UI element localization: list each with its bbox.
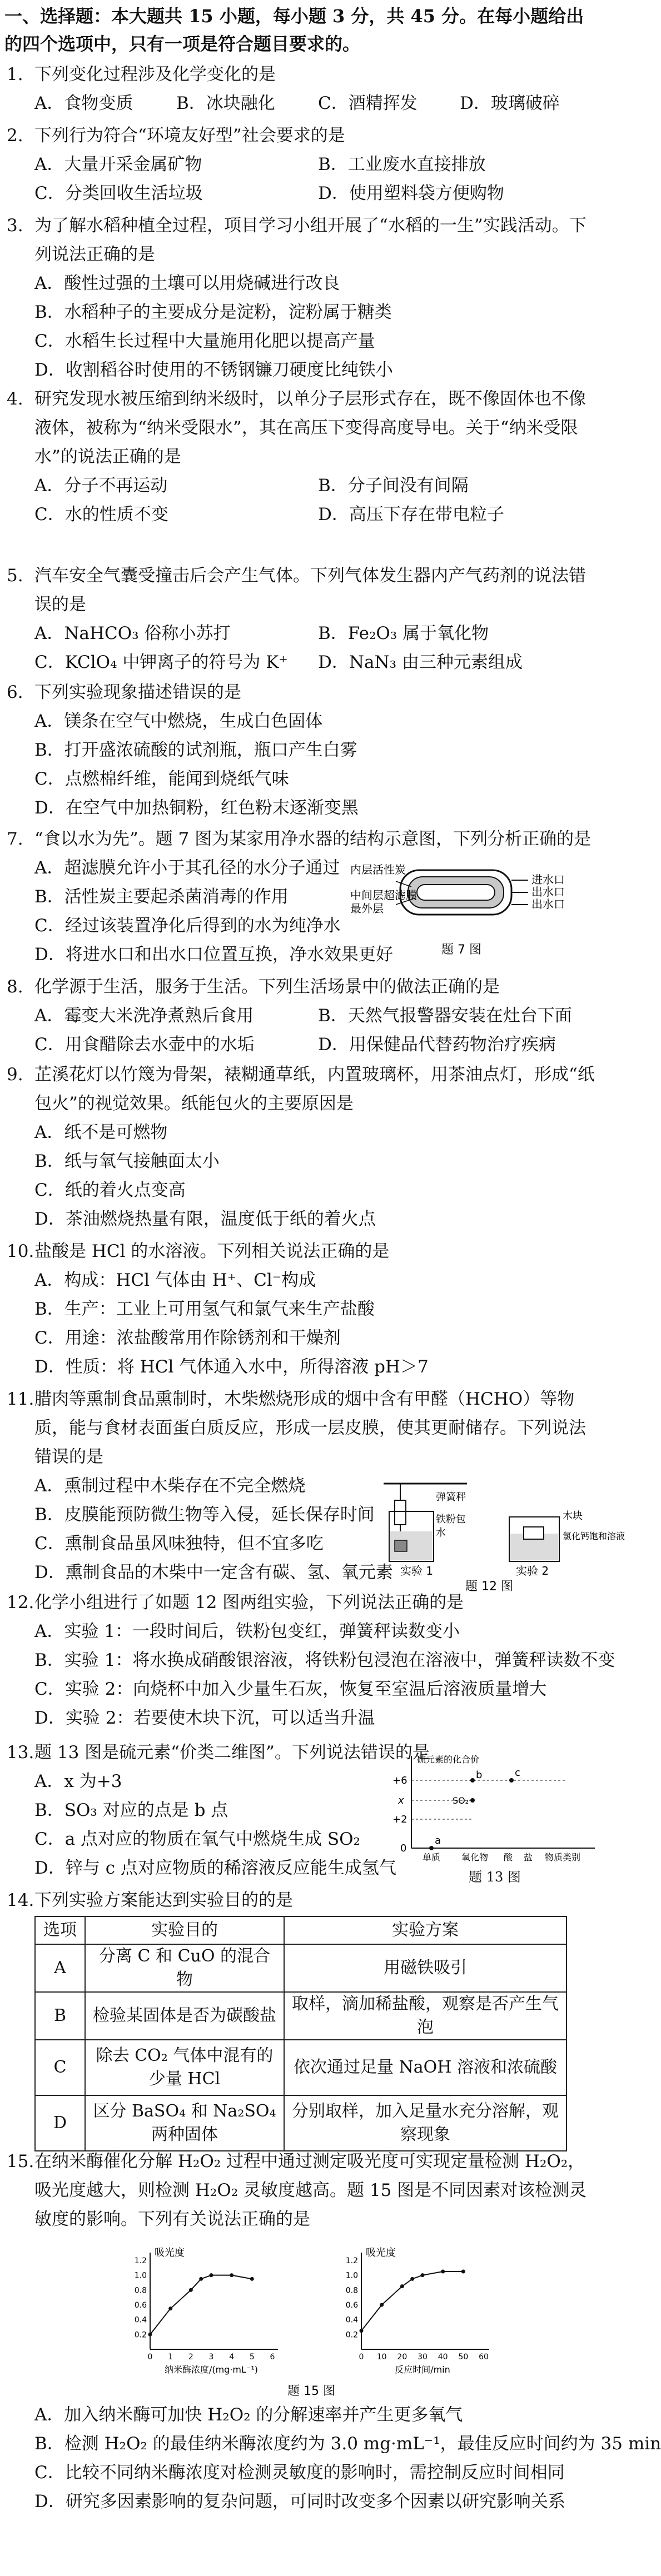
table-header: 实验方案 — [284, 1916, 566, 1944]
option-b[interactable]: B．工业废水直接排放 — [318, 154, 486, 174]
option-a[interactable]: A．霉变大米洗净煮熟后食用 — [34, 1006, 254, 1026]
label-wood-block: 木块 — [563, 1510, 583, 1522]
option-a[interactable]: A．酸性过强的土壤可以用烧碱进行改良 — [34, 273, 340, 293]
option-a[interactable]: A．NaHCO₃ 俗称小苏打 — [34, 623, 231, 643]
x-tick-label: 0 — [359, 2353, 364, 2362]
y-axis-label: 硫元素的化合价 — [417, 1754, 480, 1765]
option-b[interactable]: B．Fe₂O₃ 属于氧化物 — [318, 623, 489, 643]
option-d[interactable]: D．将进水口和出水口位置互换，净水效果更好 — [34, 945, 393, 965]
option-d[interactable]: D．用保健品代替药物治疗疾病 — [318, 1035, 556, 1055]
x-category: 单质 — [423, 1852, 441, 1863]
point-label-so2: SO₂ — [453, 1795, 469, 1806]
point-b — [470, 1778, 475, 1783]
option-d[interactable]: D．研究多因素影响的复杂问题，可同时改变多个因素以研究影响关系 — [34, 2492, 565, 2512]
point-label-b: b — [476, 1769, 483, 1781]
option-a[interactable]: A．镁条在空气中燃烧，生成白色固体 — [34, 711, 323, 731]
option-d[interactable]: D．NaN₃ 由三种元素组成 — [318, 652, 523, 672]
table-cell: C — [35, 2040, 85, 2095]
x-tick-label: 10 — [376, 2353, 387, 2362]
series-line — [150, 2275, 252, 2335]
x-axis-label: 物质类别 — [545, 1852, 581, 1863]
question-number: 12. — [7, 1592, 34, 1613]
option-c[interactable]: C．比较不同纳米酶浓度对检测灵敏度的影响时，需控制反应时间相同 — [34, 2463, 565, 2483]
y-axis-label: 吸光度 — [155, 2247, 185, 2259]
option-b[interactable]: B．生产：工业上可用氢气和氯气来生产盐酸 — [34, 1299, 375, 1319]
experiment-table — [34, 1916, 567, 2151]
x-tick-label: 20 — [397, 2353, 407, 2362]
option-a[interactable]: A．食物变质 — [34, 93, 133, 113]
table-cell: 检验某固体是否为碳酸盐 — [85, 1992, 284, 2040]
valence-class-chart — [384, 1750, 600, 1867]
option-d[interactable]: D．茶油燃烧热量有限，温度低于纸的着火点 — [34, 1209, 376, 1229]
x-tick-label: 30 — [418, 2353, 428, 2362]
x-tick-label: 60 — [479, 2353, 489, 2362]
y-tick-label: 1.2 — [345, 2257, 358, 2265]
question-number: 1. — [7, 64, 23, 84]
table-cell: B — [35, 1992, 85, 2040]
question-5 — [0, 561, 600, 677]
data-point — [148, 2333, 152, 2337]
option-d[interactable]: D．实验 2：若要使木块下沉，可以适当升温 — [34, 1708, 375, 1728]
x-tick-label: 1 — [168, 2353, 173, 2362]
label-water: 水 — [436, 1527, 446, 1539]
point-c — [509, 1778, 514, 1783]
x-axis-label: 反应时间/min — [395, 2364, 450, 2375]
question-number: 8. — [7, 977, 23, 997]
option-c[interactable]: C．熏制食品虽风味独特，但不宜多吃 — [34, 1534, 324, 1554]
x-tick-label: 2 — [188, 2353, 193, 2362]
question-9 — [0, 1060, 600, 1234]
table-row — [35, 1944, 566, 1992]
option-d[interactable]: D．使用塑料袋方便购物 — [318, 183, 504, 203]
point-a — [429, 1846, 434, 1850]
data-point — [199, 2277, 203, 2281]
question-stem: 化学源于生活，服务于生活。下列生活场景中的做法正确的是 — [34, 977, 500, 997]
option-c[interactable]: C．a 点对应的物质在氧气中燃烧生成 SO₂ — [34, 1829, 360, 1849]
y-tick: +6 — [392, 1775, 407, 1786]
question-4 — [0, 385, 600, 529]
option-c[interactable]: C．实验 2：向烧杯中加入少量生石灰，恢复至室温后溶液质量增大 — [34, 1679, 547, 1699]
question-number: 10. — [7, 1241, 34, 1261]
option-c[interactable]: C．点燃棉纤维，能闻到烧纸气味 — [34, 769, 289, 789]
option-c[interactable]: C．分类回收生活垃圾 — [34, 183, 203, 203]
option-a[interactable]: A．实验 1：一段时间后，铁粉包变红，弹簧秤读数变小 — [34, 1621, 460, 1641]
x-axis-label: 纳米酶浓度/(mg·mL⁻¹) — [164, 2364, 259, 2375]
figure-7-water-purifier — [350, 853, 595, 965]
question-1 — [0, 60, 600, 118]
question-12 — [0, 1588, 615, 1733]
option-b[interactable]: B．皮膜能预防微生物等入侵，延长保存时间 — [34, 1505, 375, 1525]
y-tick-label: 0.6 — [134, 2301, 147, 2310]
data-point — [189, 2288, 193, 2292]
table-cell: 分别取样，加入足量水充分溶解，观察现象 — [284, 2095, 566, 2151]
x-category: 盐 — [524, 1852, 533, 1863]
question-stem: 芷溪花灯以竹篾为骨架，裱糊通草纸，内置玻璃杯，用茶油点灯，形成“纸包火”的视觉效果。纸能包火的主要原因是 — [34, 1065, 595, 1114]
question-stem: 研究发现水被压缩到纳米级时，以单分子层形式存在，既不像固体也不像液体，被称为“纳米受限水”，其在高压下变得高度导电。关于“纳米受限水”的说法正确的是 — [34, 389, 586, 467]
question-stem: 化学小组进行了如题 12 图两组实验，下列说法正确的是 — [34, 1592, 464, 1613]
option-b[interactable]: B．分子间没有间隔 — [318, 476, 469, 496]
y-tick-label: 0.4 — [134, 2315, 147, 2325]
option-c[interactable]: C．纸的着火点变高 — [34, 1180, 186, 1200]
option-c[interactable]: C．用途：浓盐酸常用作除锈剂和干燥剂 — [34, 1328, 341, 1348]
point-label-c: c — [515, 1767, 520, 1779]
question-stem: 下列变化过程涉及化学变化的是 — [34, 64, 276, 84]
table-cell: 依次通过足量 NaOH 溶液和浓硫酸 — [284, 2040, 566, 2095]
option-b[interactable]: B．检测 H₂O₂ 的最佳纳米酶浓度约为 3.0 mg·mL⁻¹，最佳反应时间约为 35 min — [34, 2434, 661, 2454]
option-d[interactable]: D．收割稻谷时使用的不锈钢镰刀硬度比纯铁小 — [34, 360, 393, 380]
question-stem: 在纳米酶催化分解 H₂O₂ 过程中通过测定吸光度可实现定量检测 H₂O₂，吸光度越大，则检测 H₂O₂ 灵敏度越高。题 15 图是不同因素对该检测灵敏度的影响。下列有关说法正确的是 — [34, 2151, 587, 2229]
label-spring-scale: 弹簧秤 — [436, 1491, 466, 1503]
table-cell: 区分 BaSO₄ 和 Na₂SO₄ 两种固体 — [85, 2095, 284, 2151]
y-tick-label: 0.4 — [345, 2315, 358, 2325]
option-b[interactable]: B．水稻种子的主要成分是淀粉，淀粉属于糖类 — [34, 302, 392, 322]
option-a[interactable]: A．大量开采金属矿物 — [34, 154, 202, 174]
question-number: 15. — [7, 2151, 34, 2171]
y-axis-label: 吸光度 — [366, 2247, 396, 2259]
point-so2 — [470, 1798, 475, 1803]
option-d[interactable]: D．性质：将 HCl 气体通入水中，所得溶液 pH＞7 — [34, 1357, 429, 1377]
table-cell: A — [35, 1944, 85, 1992]
figure-caption: 题 7 图 — [441, 943, 481, 957]
y-tick-label: 0.8 — [134, 2286, 147, 2295]
x-tick-label: 40 — [438, 2353, 448, 2362]
figure-caption: 题 13 图 — [469, 1869, 521, 1885]
data-point — [230, 2273, 233, 2277]
y-tick-label: 1.0 — [134, 2271, 147, 2280]
experiment-diagram — [378, 1478, 625, 1595]
data-point — [400, 2284, 404, 2288]
table-cell: 用磁铁吸引 — [284, 1944, 566, 1992]
option-a[interactable]: A．x 为+3 — [34, 1771, 122, 1791]
option-d[interactable]: D．锌与 c 点对应物质的稀溶液反应能生成氢气 — [34, 1858, 396, 1878]
y-tick-label: 1.2 — [134, 2257, 147, 2265]
y-tick: +2 — [392, 1814, 407, 1825]
question-stem: 腊肉等熏制食品熏制时，木柴燃烧形成的烟中含有甲醛（HCHO）等物质，能与食材表面蛋白质反应，形成一层皮膜，使其更耐储存。下列说法错误的是 — [34, 1389, 586, 1467]
option-b[interactable]: B．打开盛浓硫酸的试剂瓶，瓶口产生白雾 — [34, 740, 357, 760]
option-c[interactable]: C．酒精挥发 — [318, 93, 418, 113]
question-stem: “食以水为先”。题 7 图为某家用净水器的结构示意图，下列分析正确的是 — [34, 829, 592, 849]
option-a[interactable]: A．分子不再运动 — [34, 476, 168, 496]
option-c[interactable]: C．水稻生长过程中大量施用化肥以提高产量 — [34, 331, 375, 351]
y-tick-label: 0.6 — [345, 2301, 358, 2310]
table-row — [35, 2040, 566, 2095]
option-d[interactable]: D．在空气中加热铜粉，红色粉末逐渐变黑 — [34, 798, 359, 818]
question-number: 9. — [7, 1065, 23, 1085]
y-tick-label: 0.8 — [345, 2286, 358, 2295]
option-b[interactable]: B．天然气报警器安装在灶台下面 — [318, 1006, 572, 1026]
label-inner-carbon: 内层活性炭 — [350, 863, 406, 876]
option-c[interactable]: C．KClO₄ 中钾离子的符号为 K⁺ — [34, 652, 288, 672]
question-number: 13. — [7, 1743, 34, 1763]
option-c[interactable]: C．经过该装置净化后得到的水为纯净水 — [34, 916, 341, 936]
point-label-a: a — [435, 1835, 441, 1846]
option-d[interactable]: D．玻璃破碎 — [460, 93, 560, 113]
question-stem: 下列实验现象描述错误的是 — [34, 682, 241, 702]
purifier-diagram — [350, 853, 595, 965]
data-point — [441, 2270, 445, 2274]
label-iron-bag: 铁粉包 — [436, 1514, 466, 1525]
question-number: 3. — [7, 216, 23, 236]
figure-caption: 题 15 图 — [287, 2384, 335, 2398]
option-a[interactable]: A．加入纳米酶可加快 H₂O₂ 的分解速率并产生更多氧气 — [34, 2405, 463, 2425]
option-b[interactable]: B．冰块融化 — [176, 93, 275, 113]
question-number: 5. — [7, 566, 23, 586]
question-6 — [0, 678, 600, 822]
question-number: 2. — [7, 126, 23, 146]
option-b[interactable]: B．活性炭主要起杀菌消毒的作用 — [34, 887, 289, 907]
y-tick-label: 0.2 — [134, 2330, 147, 2340]
question-stem: 题 13 图是硫元素“价类二维图”。下列说法错误的是 — [34, 1743, 430, 1763]
x-tick-label: 50 — [458, 2353, 469, 2362]
label-outlet-2: 出水口 — [531, 897, 565, 911]
option-d[interactable]: D．高压下存在带电粒子 — [318, 505, 504, 525]
section-header: 一、选择题：本大题共 15 小题，每小题 3 分，共 45 分。在每小题给出的四个选项中，只有一项是符合题目要求的。 — [4, 6, 584, 54]
data-point — [210, 2273, 213, 2277]
table-header: 选项 — [35, 1916, 85, 1944]
label-outer-layer: 最外层 — [350, 902, 384, 915]
label-exp-1: 实验 1 — [400, 1564, 434, 1577]
option-d[interactable]: D．熏制食品的木柴中一定含有碳、氢、氧元素 — [34, 1562, 393, 1582]
data-point — [168, 2307, 172, 2310]
option-b[interactable]: B．纸与氧气接触面太小 — [34, 1151, 220, 1171]
table-cell: D — [35, 2095, 85, 2151]
option-a[interactable]: A．纸不是可燃物 — [34, 1122, 168, 1142]
question-stem: 下列行为符合“环境友好型”社会要求的是 — [34, 126, 345, 146]
data-point — [380, 2303, 384, 2307]
label-inlet: 进水口 — [531, 873, 565, 886]
figure-13-valence-chart — [384, 1750, 600, 1885]
question-stem: 为了解水稻种植全过程，项目学习小组开展了“水稻的一生”实践活动。下列说法正确的是 — [34, 216, 587, 264]
data-point — [410, 2277, 414, 2281]
y-tick-label: 1.0 — [345, 2271, 358, 2280]
question-number: 14. — [7, 1890, 34, 1910]
question-8 — [0, 972, 600, 1059]
x-tick-label: 0 — [147, 2353, 153, 2362]
question-2 — [0, 121, 600, 208]
option-b[interactable]: B．SO₃ 对应的点是 b 点 — [34, 1800, 228, 1820]
question-3 — [0, 211, 600, 385]
figure-15-absorbance-charts — [100, 2233, 523, 2399]
option-a[interactable]: A．构成：HCl 气体由 H⁺、Cl⁻构成 — [34, 1270, 316, 1290]
question-15 — [0, 2147, 600, 2234]
question-number: 4. — [7, 389, 23, 409]
y-tick: x — [398, 1795, 404, 1806]
x-tick-label: 3 — [208, 2353, 214, 2362]
table-row — [35, 2095, 566, 2151]
label-exp-2: 实验 2 — [516, 1564, 549, 1577]
absorbance-charts — [100, 2233, 523, 2399]
y-tick-label: 0.2 — [345, 2330, 358, 2340]
option-c[interactable]: C．用食醋除去水壶中的水垢 — [34, 1035, 255, 1055]
data-point — [461, 2270, 465, 2274]
data-point — [360, 2329, 364, 2333]
option-a[interactable]: A．超滤膜允许小于其孔径的水分子通过 — [34, 858, 340, 878]
table-row — [35, 1992, 566, 2040]
label-cacl2-solution: 氯化钙饱和溶液 — [563, 1531, 625, 1541]
question-number: 7. — [7, 829, 23, 849]
data-point — [421, 2273, 425, 2277]
label-middle-membrane: 中间层超滤膜 — [350, 888, 417, 902]
x-category: 酸 — [504, 1852, 513, 1863]
table-header: 实验目的 — [85, 1916, 284, 1944]
option-c[interactable]: C．水的性质不变 — [34, 505, 168, 525]
question-stem: 盐酸是 HCl 的水溶液。下列相关说法正确的是 — [34, 1241, 390, 1261]
question-15-options — [0, 2400, 661, 2516]
option-a[interactable]: A．熏制过程中木柴存在不完全燃烧 — [34, 1476, 306, 1496]
x-tick-label: 4 — [229, 2353, 235, 2362]
question-number: 11. — [7, 1389, 34, 1409]
x-tick-label: 6 — [270, 2353, 275, 2362]
question-number: 6. — [7, 682, 23, 702]
question-10 — [0, 1237, 600, 1381]
figure-caption: 题 12 图 — [465, 1580, 513, 1594]
x-category: 氧化物 — [461, 1852, 489, 1863]
question-stem: 汽车安全气囊受撞击后会产生气体。下列气体发生器内产气药剂的说法错误的是 — [34, 566, 586, 615]
table-cell: 除去 CO₂ 气体中混有的少量 HCl — [85, 2040, 284, 2095]
table-cell: 取样，滴加稀盐酸，观察是否产生气泡 — [284, 1992, 566, 2040]
option-b[interactable]: B．实验 1：将水换成硝酸银溶液，将铁粉包浸泡在溶液中，弹簧秤读数不变 — [34, 1650, 615, 1670]
y-tick: 0 — [400, 1843, 407, 1854]
table-cell: 分离 C 和 CuO 的混合物 — [85, 1944, 284, 1992]
question-stem: 下列实验方案能达到实验目的的是 — [34, 1890, 293, 1910]
label-outlet-1: 出水口 — [531, 885, 565, 898]
data-point — [250, 2277, 254, 2281]
x-tick-label: 5 — [249, 2353, 255, 2362]
figure-12-experiments — [378, 1478, 625, 1595]
question-14 — [0, 1886, 600, 1915]
